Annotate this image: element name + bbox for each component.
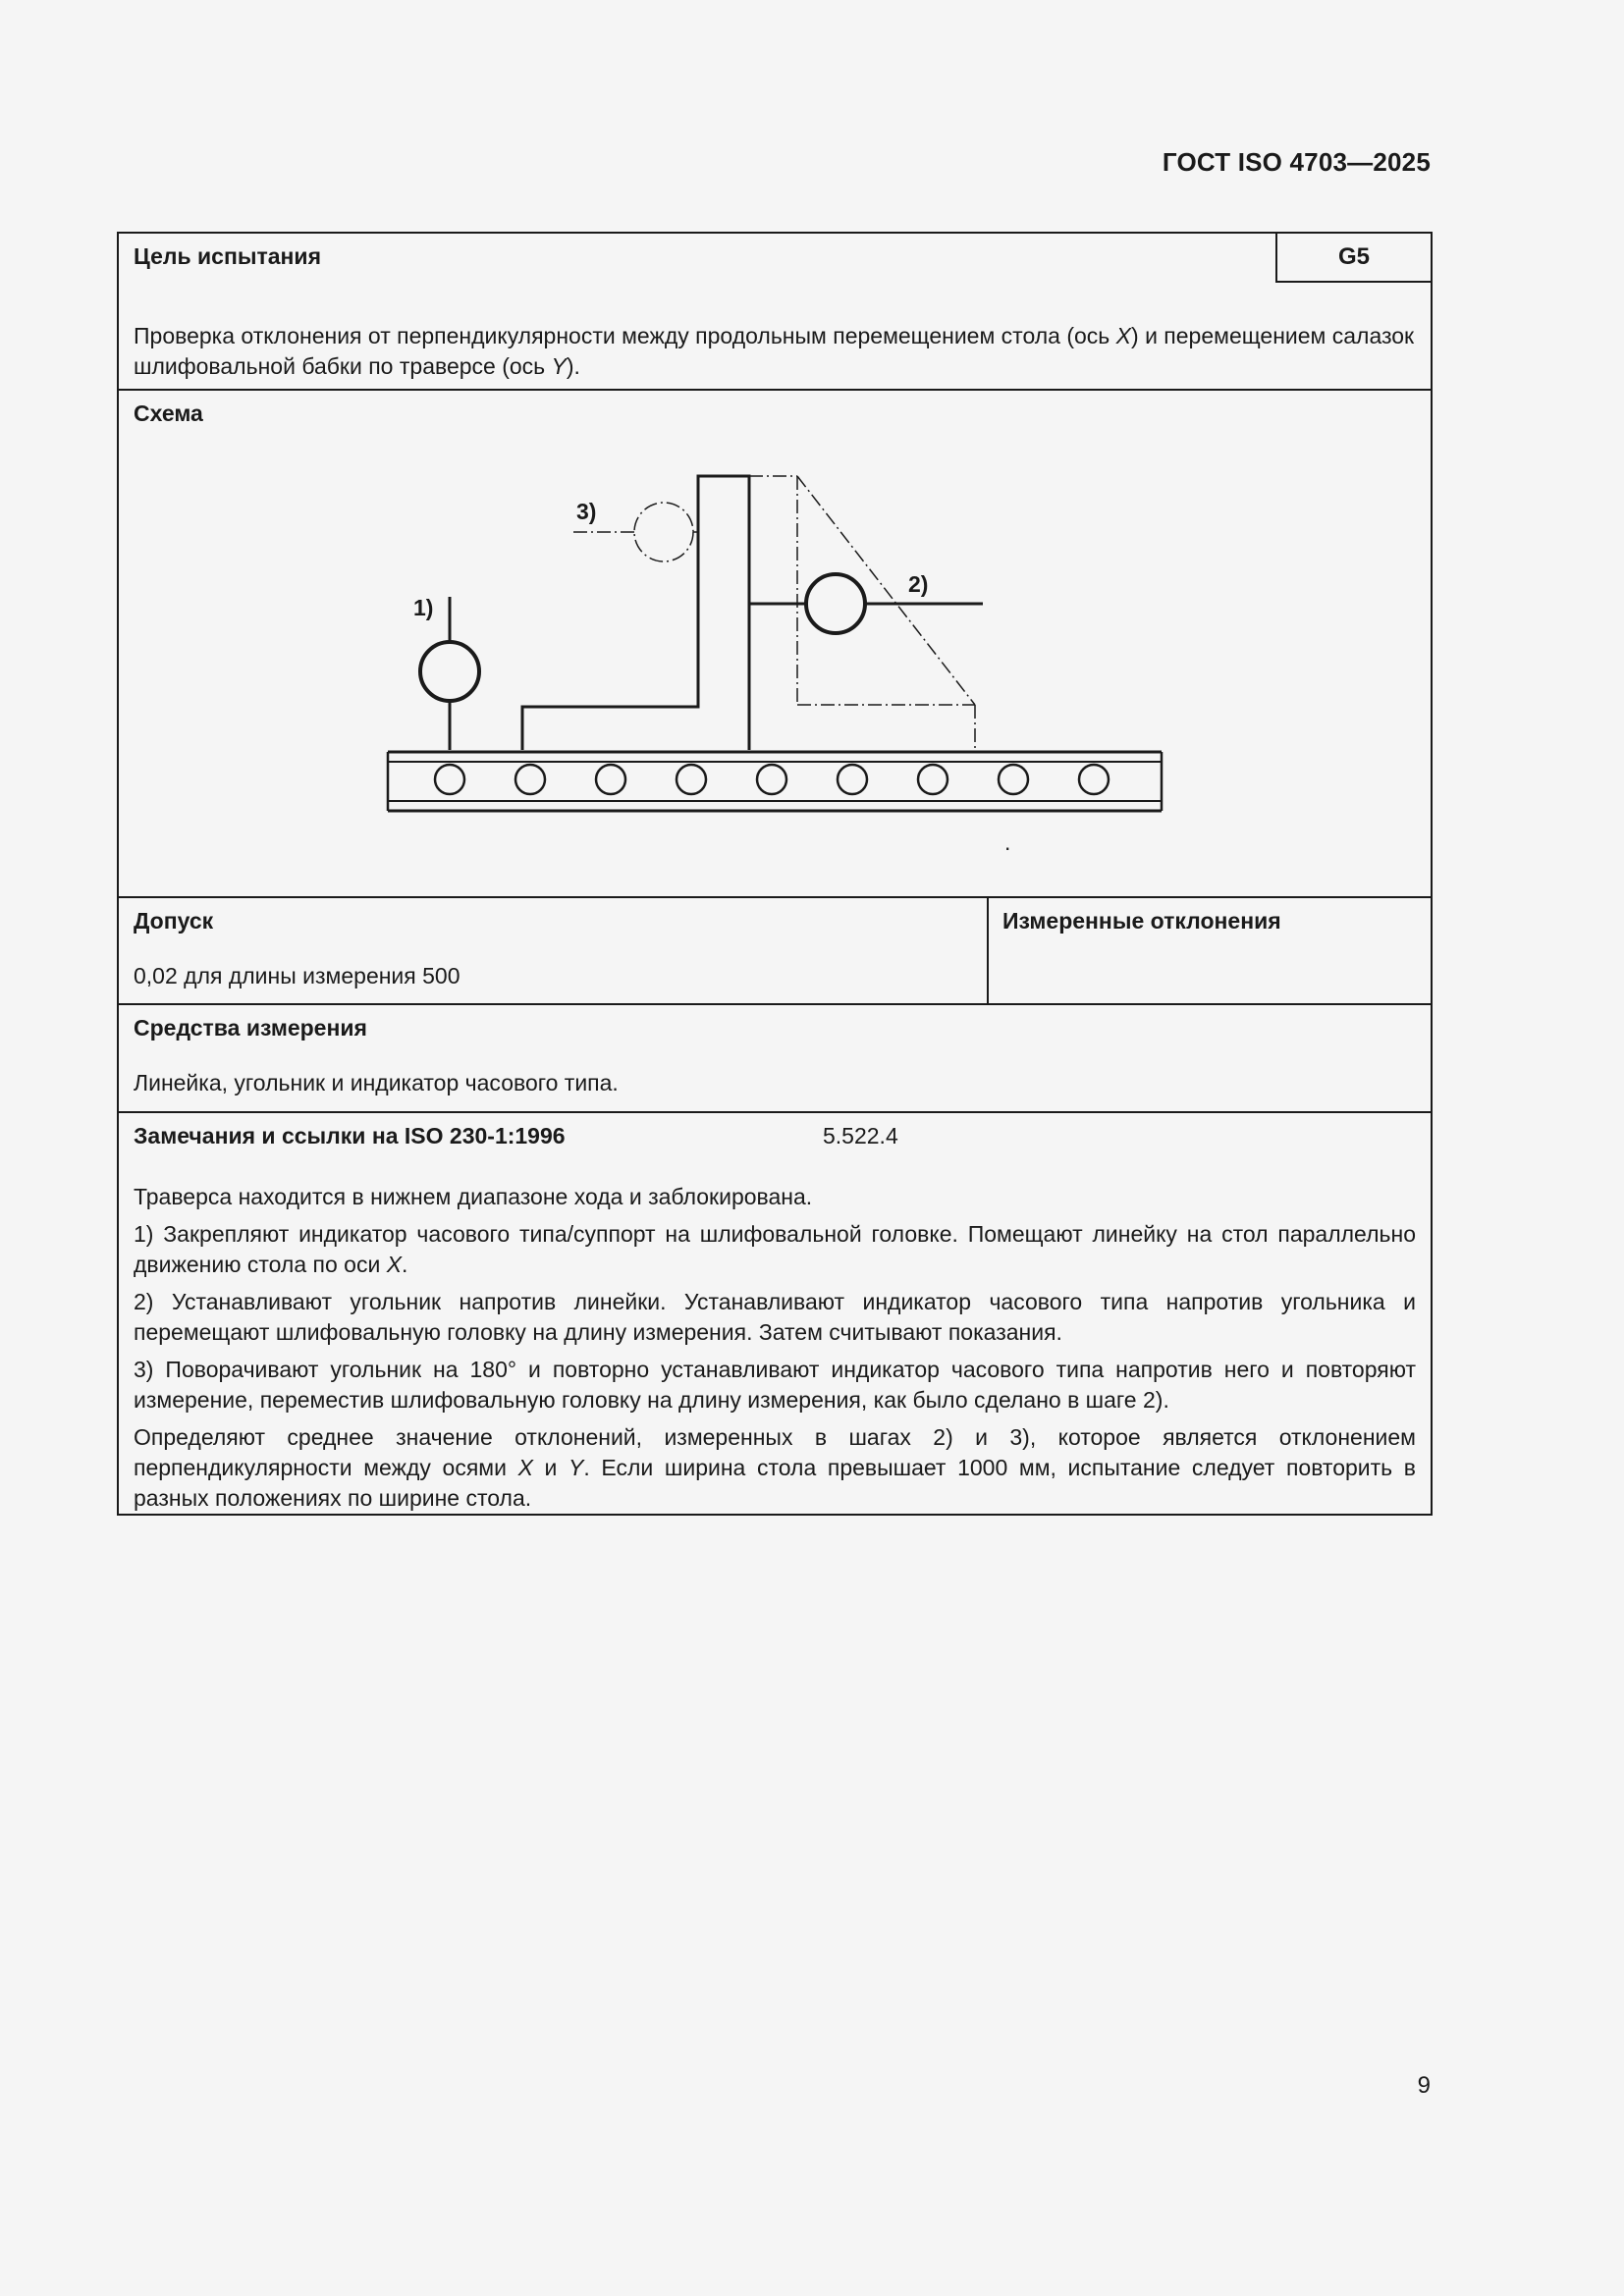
axis-x-symbol: X (1115, 323, 1132, 348)
test-sheet-table (117, 232, 1433, 1516)
axis-y-symbol: Y (551, 353, 567, 379)
measuring-tools-row (119, 1005, 1431, 1113)
note-step-1 (134, 1219, 1416, 1280)
measured-deviations-label: Измеренные отклонения (1002, 908, 1281, 934)
note-text: Определяют среднее значение отклонений, измеренных в шагах 2) и 3), которое является отклонением перпендикулярности между осями (134, 1424, 1416, 1480)
note-text: и (532, 1455, 569, 1480)
notes-row (119, 1113, 1431, 1514)
note-text: . (402, 1252, 408, 1277)
machine-table (388, 752, 1162, 811)
test-goal-label: Цель испытания (134, 243, 321, 269)
notes-label: Замечания и ссылки на ISO 230-1:1996 (134, 1123, 566, 1148)
page-number: 9 (1417, 2072, 1431, 2099)
table-slot-holes (435, 765, 1109, 794)
note-text: . Если ширина стола превышает 1000 мм, испытание следует повторить в разных положениях по ширине стола. (134, 1455, 1417, 1511)
note-text: 1) Закрепляют индикатор часового типа/суппорт на шлифовальной головке. Помещают линейку на стол параллельно движению стола по оси (134, 1221, 1416, 1277)
goal-text-part: ) и перемещением салазок шлифовальной бабки по траверсе (ось (134, 323, 1415, 379)
document-standard-number: ГОСТ ISO 4703—2025 (1162, 147, 1431, 177)
test-goal-row (119, 234, 1431, 391)
axis-x-symbol: X (517, 1455, 533, 1480)
measuring-tools-text: Линейка, угольник и индикатор часового типа. (134, 1070, 619, 1095)
measured-deviations-cell (989, 898, 1431, 1003)
note-step-2: 2) Устанавливают угольник напротив линейки. Устанавливают индикатор часового типа напротив угольника и перемещают шлифовальную головку на длину измерения. Затем считывают показания. (134, 1289, 1416, 1345)
tolerance-value: 0,02 для длины измерения 500 (134, 963, 460, 988)
note-paragraph: Траверса находится в нижнем диапазоне хода и заблокирована. (134, 1184, 813, 1209)
measuring-tools-label: Средства измерения (134, 1015, 367, 1041)
stray-dot: . (1004, 829, 1011, 855)
axis-x-symbol: X (386, 1252, 403, 1277)
notes-body (134, 1182, 1416, 1521)
test-goal-text (134, 321, 1417, 382)
tolerance-label: Допуск (134, 908, 214, 934)
note-step-3: 3) Поворачивают угольник на 180° и повторно устанавливают индикатор часового типа напротив него и повторяют измерение, переместив шлифовальную головку на длину измерения, как было сделано в шаге 2). (134, 1357, 1416, 1413)
tolerance-row (119, 898, 1431, 1005)
note-conclusion (134, 1422, 1416, 1514)
callout-1: 1) (413, 595, 434, 620)
goal-text-part: Проверка отклонения от перпендикулярности между продольным перемещением стола (ось (134, 323, 1116, 348)
tolerance-cell (119, 898, 989, 1003)
callout-2: 2) (908, 571, 929, 597)
scheme-label: Схема (134, 400, 203, 426)
goal-text-part: ). (566, 353, 580, 379)
scheme-row (119, 391, 1431, 898)
dial-indicator-2 (749, 574, 983, 633)
callout-3: 3) (576, 499, 597, 524)
axis-y-symbol: Y (568, 1455, 584, 1480)
iso-reference: 5.522.4 (823, 1123, 898, 1148)
setup-diagram (119, 391, 1431, 896)
straightedge (522, 476, 749, 750)
test-code: G5 (1275, 234, 1431, 283)
